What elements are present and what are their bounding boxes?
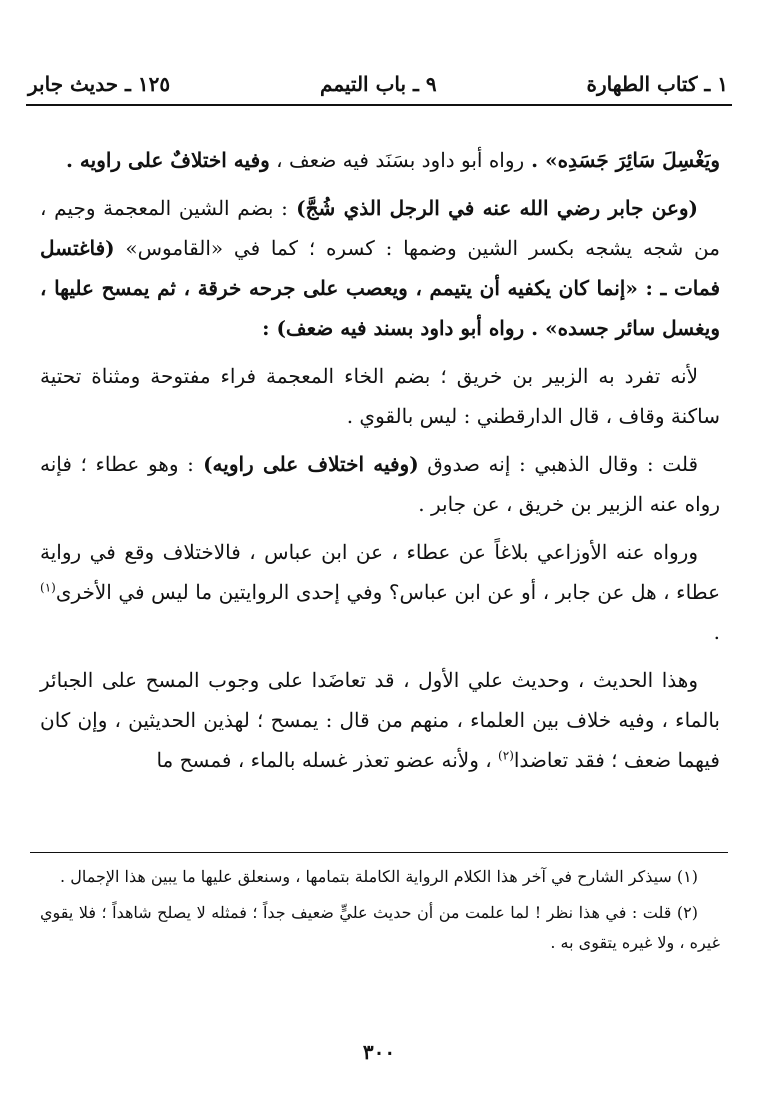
main-text bbox=[40, 140, 720, 788]
footnote-marker[interactable]: (١) bbox=[40, 580, 56, 595]
footnote-divider bbox=[30, 852, 728, 853]
paragraph-3 bbox=[40, 356, 720, 436]
paragraph-1 bbox=[40, 140, 720, 180]
matn-text: (وفيه اختلاف على راويه) bbox=[193, 452, 419, 476]
footnotes bbox=[40, 862, 720, 964]
commentary-text: وهذا الحديث ، وحديث علي الأول ، قد تعاضَدا على وجوب المسح على الجبائر بالماء ، وفيه خلاف بين العلماء ، منهم من قال : يمسح ؛ لهذين الحديثين ، وإن كان فيهما ضعف ؛ فقد تعاضدا bbox=[40, 668, 720, 772]
header-hadith: ١٢٥ ـ حديث جابر bbox=[28, 72, 171, 96]
matn-text: ويَغْسِلَ سَائِرَ جَسَدِه» . bbox=[524, 148, 720, 172]
commentary-text: ، ولأنه عضو تعذر غسله بالماء ، فمسح ما bbox=[156, 748, 499, 772]
commentary-text: رواه أبو داود بسَنَد فيه ضعف ، bbox=[269, 148, 525, 172]
paragraph-5 bbox=[40, 532, 720, 652]
page-number: ٣٠٠ bbox=[362, 1040, 396, 1064]
paragraph-4 bbox=[40, 444, 720, 524]
commentary-text: . bbox=[713, 620, 720, 644]
commentary-text: ورواه عنه الأوزاعي بلاغاً عن عطاء ، عن ابن عباس ، فالاختلاف وقع في رواية عطاء ، هل عن جابر ، أو عن ابن عباس؟ وفي إحدى الروايتين ما ليس في الأخرى bbox=[40, 540, 720, 604]
footnote-2: (٢) قلت : في هذا نظر ! لما علمت من أن حديث عليٍّ ضعيف جداً ؛ فمثله لا يصلح شاهداً ؛ فلا يقوي غيره ، ولا غيره يتقوى به . bbox=[40, 903, 720, 952]
commentary-text: لأنه تفرد به الزبير بن خريق ؛ بضم الخاء المعجمة فراء مفتوحة ومثناة تحتية ساكنة وقاف ، قال الدارقطني : ليس بالقوي . bbox=[40, 364, 720, 428]
matn-text: (فاغتسل فمات ـ : «إنما كان يكفيه أن يتيمم ، ويعصب على جرحه خرقة ، ثم يمسح عليها ، ويغسل سائر جسده» . رواه أبو داود بسند فيه ضعف) : bbox=[40, 236, 720, 340]
header-divider bbox=[26, 104, 732, 106]
header-chapter: ١ ـ كتاب الطهارة bbox=[586, 72, 728, 96]
commentary-text: : بضم الشين المعجمة وجيم ، من شجه يشجه بكسر الشين وضمها : كسره ؛ كما في «القاموس» bbox=[40, 196, 720, 260]
matn-text: وفيه اختلافٌ على راويه . bbox=[65, 148, 270, 172]
paragraph-6 bbox=[40, 660, 720, 780]
header-section: ٩ ـ باب التيمم bbox=[320, 72, 437, 96]
footnote-marker[interactable]: (٢) bbox=[498, 748, 514, 763]
footnote-1: (١) سيذكر الشارح في آخر هذا الكلام الرواية الكاملة بتمامها ، وسنعلق عليها ما يبين هذا الإجمال . bbox=[60, 867, 698, 886]
commentary-text: قلت : وقال الذهبي : إنه صدوق bbox=[418, 452, 699, 476]
running-header bbox=[28, 68, 728, 100]
commentary-text: : وهو عطاء ؛ فإنه رواه عنه الزبير بن خريق ، عن جابر . bbox=[40, 452, 720, 516]
paragraph-2 bbox=[40, 188, 720, 348]
matn-text: (وعن جابر رضي الله عنه في الرجل الذي شُجَّ) bbox=[287, 196, 698, 220]
